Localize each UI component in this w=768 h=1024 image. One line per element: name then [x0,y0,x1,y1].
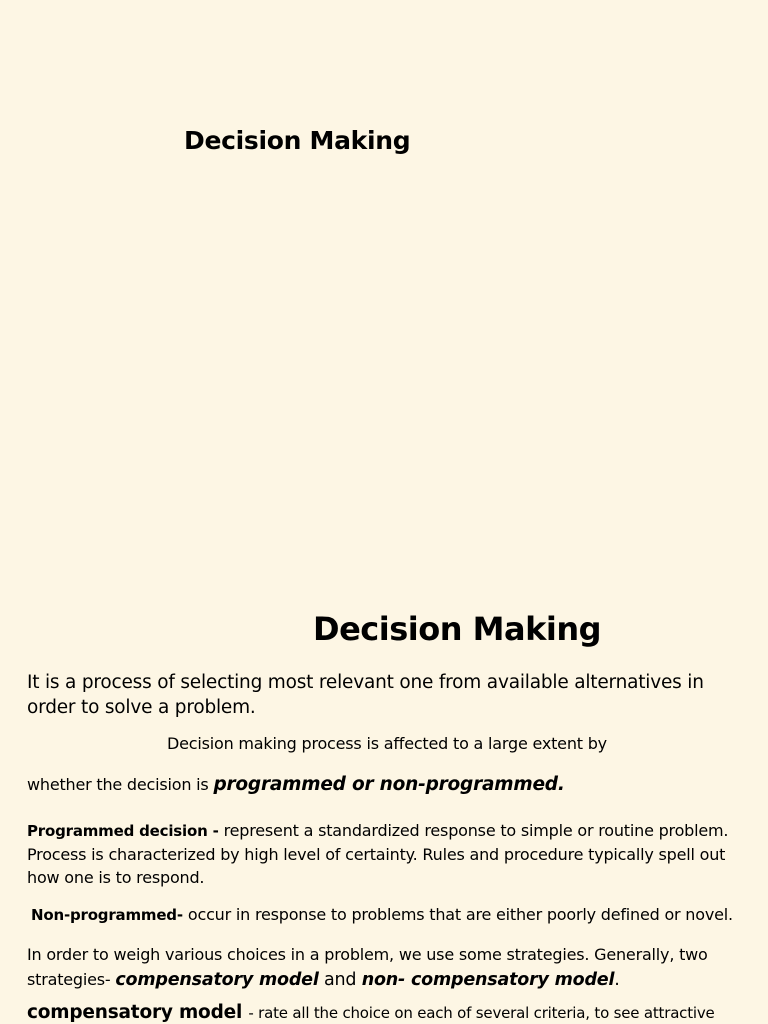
intro-paragraph: It is a process of selecting most relevant one from available alternatives in order to solve a problem. [27,672,704,718]
whether-prefix: whether the decision is [27,775,214,794]
page1-title: Decision Making [184,126,411,155]
programmed-paragraph [27,819,747,889]
compensatory-paragraph [27,1002,715,1023]
programmed-term: Programmed decision - [27,822,224,840]
affected-line: Decision making process is affected to a large extent by [167,734,607,753]
strategies-suffix: . [614,970,620,990]
strategies-prefix: In order to weigh various choices in a problem, we use some strategies. Generally, two strategies- [27,945,708,989]
non-compensatory-model-term: non- compensatory model [361,970,615,990]
whether-paragraph [27,774,565,795]
page2-title: Decision Making [313,610,601,648]
strategies-joiner: and [318,970,362,990]
compensatory-text: - rate all the choice on each of several criteria, to see attractive [248,1004,715,1022]
compensatory-term: compensatory model [27,1002,249,1023]
non-programmed-term: Non-programmed- [31,906,188,924]
non-programmed-paragraph [31,905,733,924]
programmed-text: represent a standardized response to simple or routine problem. Process is characterized by high level of certainty. Rules and procedure typically spell out how one is to respond. [27,821,729,887]
compensatory-model-term: compensatory model [115,970,319,990]
strategies-paragraph [27,942,747,993]
whether-emphasis: programmed or non-programmed. [213,774,565,795]
non-programmed-text: occur in response to problems that are either poorly defined or novel. [187,905,733,924]
